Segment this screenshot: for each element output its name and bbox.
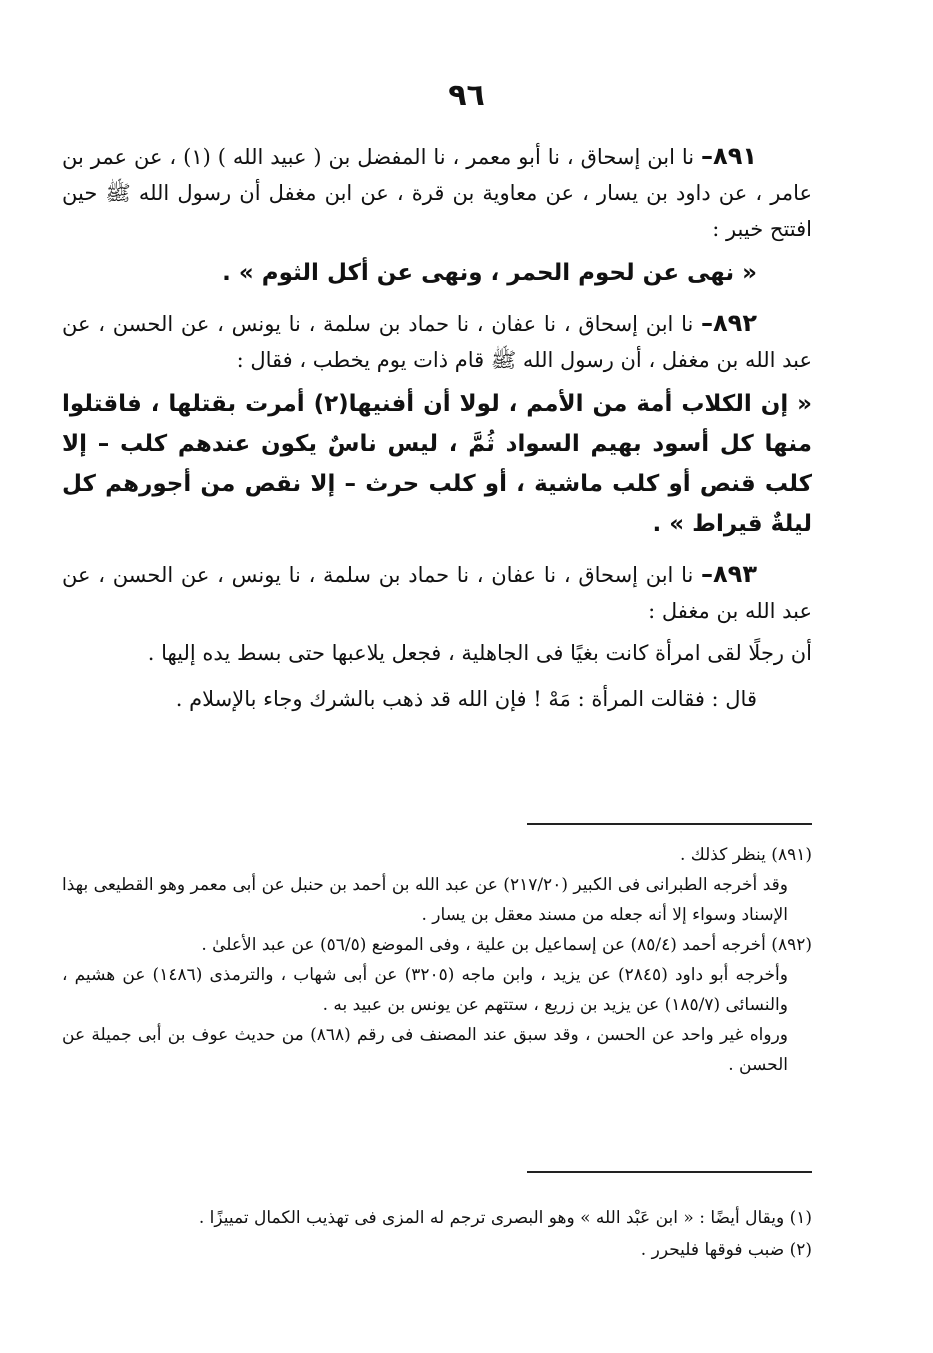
hadith-number: ٨٩١– <box>701 142 757 170</box>
hadith-matn: أن رجلًا لقى امرأة كانت بغيًا فى الجاهلية ، فجعل يلاعبها حتى بسط يده إليها . <box>147 641 812 665</box>
page-number: ٩٦ <box>448 78 485 113</box>
hadith-matn: « نهى عن لحوم الحمر ، ونهى عن أكل الثوم » . <box>222 260 757 286</box>
footnotes <box>62 1202 812 1266</box>
hadith-892 <box>62 305 812 544</box>
main-text <box>62 138 812 729</box>
hadith-isnad <box>62 138 812 247</box>
hadith-matn: « إن الكلاب أمة من الأمم ، لولا أن أفنيها(٢) أمرت بقتلها ، فاقتلوا منها كل أسود بهيم السواد ثُمَّ ، ليس ناسٌ يكون عندهم كلب – إلا كلب قنص أو كلب ماشية ، أو كلب حرث – إلا نقص من أجورهم كل ليلةٌ قيراط » . <box>62 391 812 537</box>
hadith-isnad <box>62 305 812 378</box>
commentary-line: (٨٩٢) أخرجه أحمد (٨٥/٤) عن إسماعيل بن علية ، وفى الموضع (٥٦/٥) عن عبد الأعلىٰ . <box>201 935 812 955</box>
hadith-number: ٨٩٣– <box>701 560 757 588</box>
hadith-891 <box>62 138 812 293</box>
hadith-number: ٨٩٢– <box>701 309 757 337</box>
separator-rule <box>527 823 812 825</box>
isnad-text: نا ابن إسحاق ، نا أبو معمر ، نا المفضل بن ( عبيد الله ) (١) ، عن عمر بن عامر ، عن داود بن يسار ، عن معاوية بن قرة ، عن ابن مغفل أن رسول الله ﷺ حين افتتح خيبر : <box>62 145 812 241</box>
separator-rule <box>527 1171 812 1173</box>
commentary-line: وأخرجه أبو داود (٢٨٤٥) عن يزيد ، وابن ماجه (٣٢٠٥) عن أبى شهاب ، والترمذى (١٤٨٦) عن هشيم ، والنسائى (١٨٥/٧) عن يزيد بن زريع ، ستتهم عن يونس بن عبيد به . <box>62 965 788 1015</box>
footnote: (٢) ضبب فوقها فليحرر . <box>640 1240 812 1260</box>
hadith-continuation: قال : فقالت المرأة : مَهْ ! فإن الله قد ذهب بالشرك وجاء بالإسلام . <box>175 687 757 711</box>
hadith-isnad <box>62 556 812 629</box>
footnote: (١) ويقال أيضًا : « ابن عَبْد الله » وهو البصرى ترجم له المزى فى تهذيب الكمال تمييزًا . <box>198 1208 812 1228</box>
commentary-line: وقد أخرجه الطبرانى فى الكبير (٢١٧/٢٠) عن عبد الله بن أحمد بن حنبل عن أبى معمر وهو القطيعى بهذا الإسناد وسواء إلا أنه جعله من مسند معقل بن يسار . <box>62 875 788 925</box>
isnad-text: نا ابن إسحاق ، نا عفان ، نا حماد بن سلمة ، نا يونس ، عن الحسن ، عن عبد الله بن مغفل : <box>62 563 812 623</box>
isnad-text: نا ابن إسحاق ، نا عفان ، نا حماد بن سلمة ، نا يونس ، عن الحسن ، عن عبد الله بن مغفل ، أن رسول الله ﷺ قام ذات يوم يخطب ، فقال : <box>62 312 812 372</box>
commentary-notes <box>62 840 812 1080</box>
hadith-893 <box>62 556 812 717</box>
commentary-line: (٨٩١) ينظر كذلك . <box>679 845 812 865</box>
commentary-line: ورواه غير واحد عن الحسن ، وقد سبق عند المصنف فى رقم (٨٦٨) من حديث عوف بن أبى جميلة عن الحسن . <box>62 1025 788 1075</box>
